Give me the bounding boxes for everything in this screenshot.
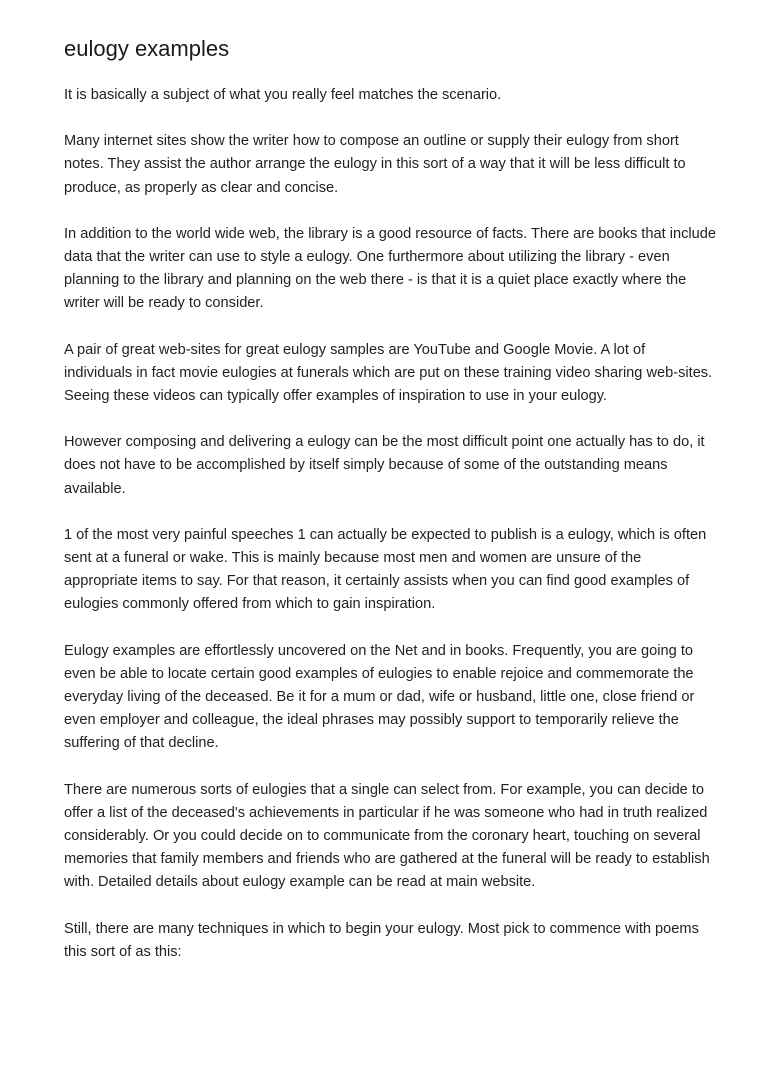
paragraph-2: Many internet sites show the writer how to compose an outline or supply their eulogy from short notes. They assist the author arrange the eulogy in this sort of a way that it will be less difficult to produce, as properly as clear and concise. bbox=[64, 133, 686, 196]
document-title: eulogy examples bbox=[64, 36, 230, 61]
paragraph-5: However composing and delivering a eulogy can be the most difficult point one actually has to do, it does not have to be accomplished by itself simply because of some of the outstanding means available. bbox=[64, 434, 705, 497]
paragraph-3: In addition to the world wide web, the library is a good resource of facts. There are books that include data that the writer can use to style a eulogy. One furthermore about utilizing the library - even planning to the library and planning on the web there - is that it is a quiet place exactly where the writer will be ready to consider. bbox=[64, 225, 716, 312]
paragraph-9: Still, there are many techniques in which to begin your eulogy. Most pick to commence with poems this sort of as this: bbox=[64, 920, 699, 960]
paragraph-7: Eulogy examples are effortlessly uncovered on the Net and in books. Frequently, you are going to even be able to locate certain good examples of eulogies to enable rejoice and commemorate the everyday living of the deceased. Be it for a mum or dad, wife or husband, little one, close friend or even employer and colleague, the ideal phrases may possibly support to temporarily relieve the suffering of that decline. bbox=[64, 642, 695, 752]
paragraph-4: A pair of great web-sites for great eulogy samples are YouTube and Google Movie. A lot of individuals in fact movie eulogies at funerals which are put on these training video sharing web-sites. Seeing these videos can typically offer examples of inspiration to use in your eulogy. bbox=[64, 341, 713, 405]
paragraph-8: There are numerous sorts of eulogies that a single can select from. For example, you can decide to offer a list of the deceased's achievements in particular if he was someone who had in truth realized considerably. Or you could decide on to communicate from the coronary heart, touching on several memories that family members and friends who are gathered at the funeral will be ready to establish with. Detailed details about eulogy example can be read at main website. bbox=[64, 781, 710, 891]
paragraph-6: 1 of the most very painful speeches 1 can actually be expected to publish is a eulogy, which is often sent at a funeral or wake. This is mainly because most men and women are unsure of the appropriate items to say. For that reason, it certainly assists when you can find good examples of eulogies commonly offered from which to gain inspiration. bbox=[64, 526, 707, 613]
paragraph-1: It is basically a subject of what you really feel matches the scenario. bbox=[64, 87, 502, 103]
